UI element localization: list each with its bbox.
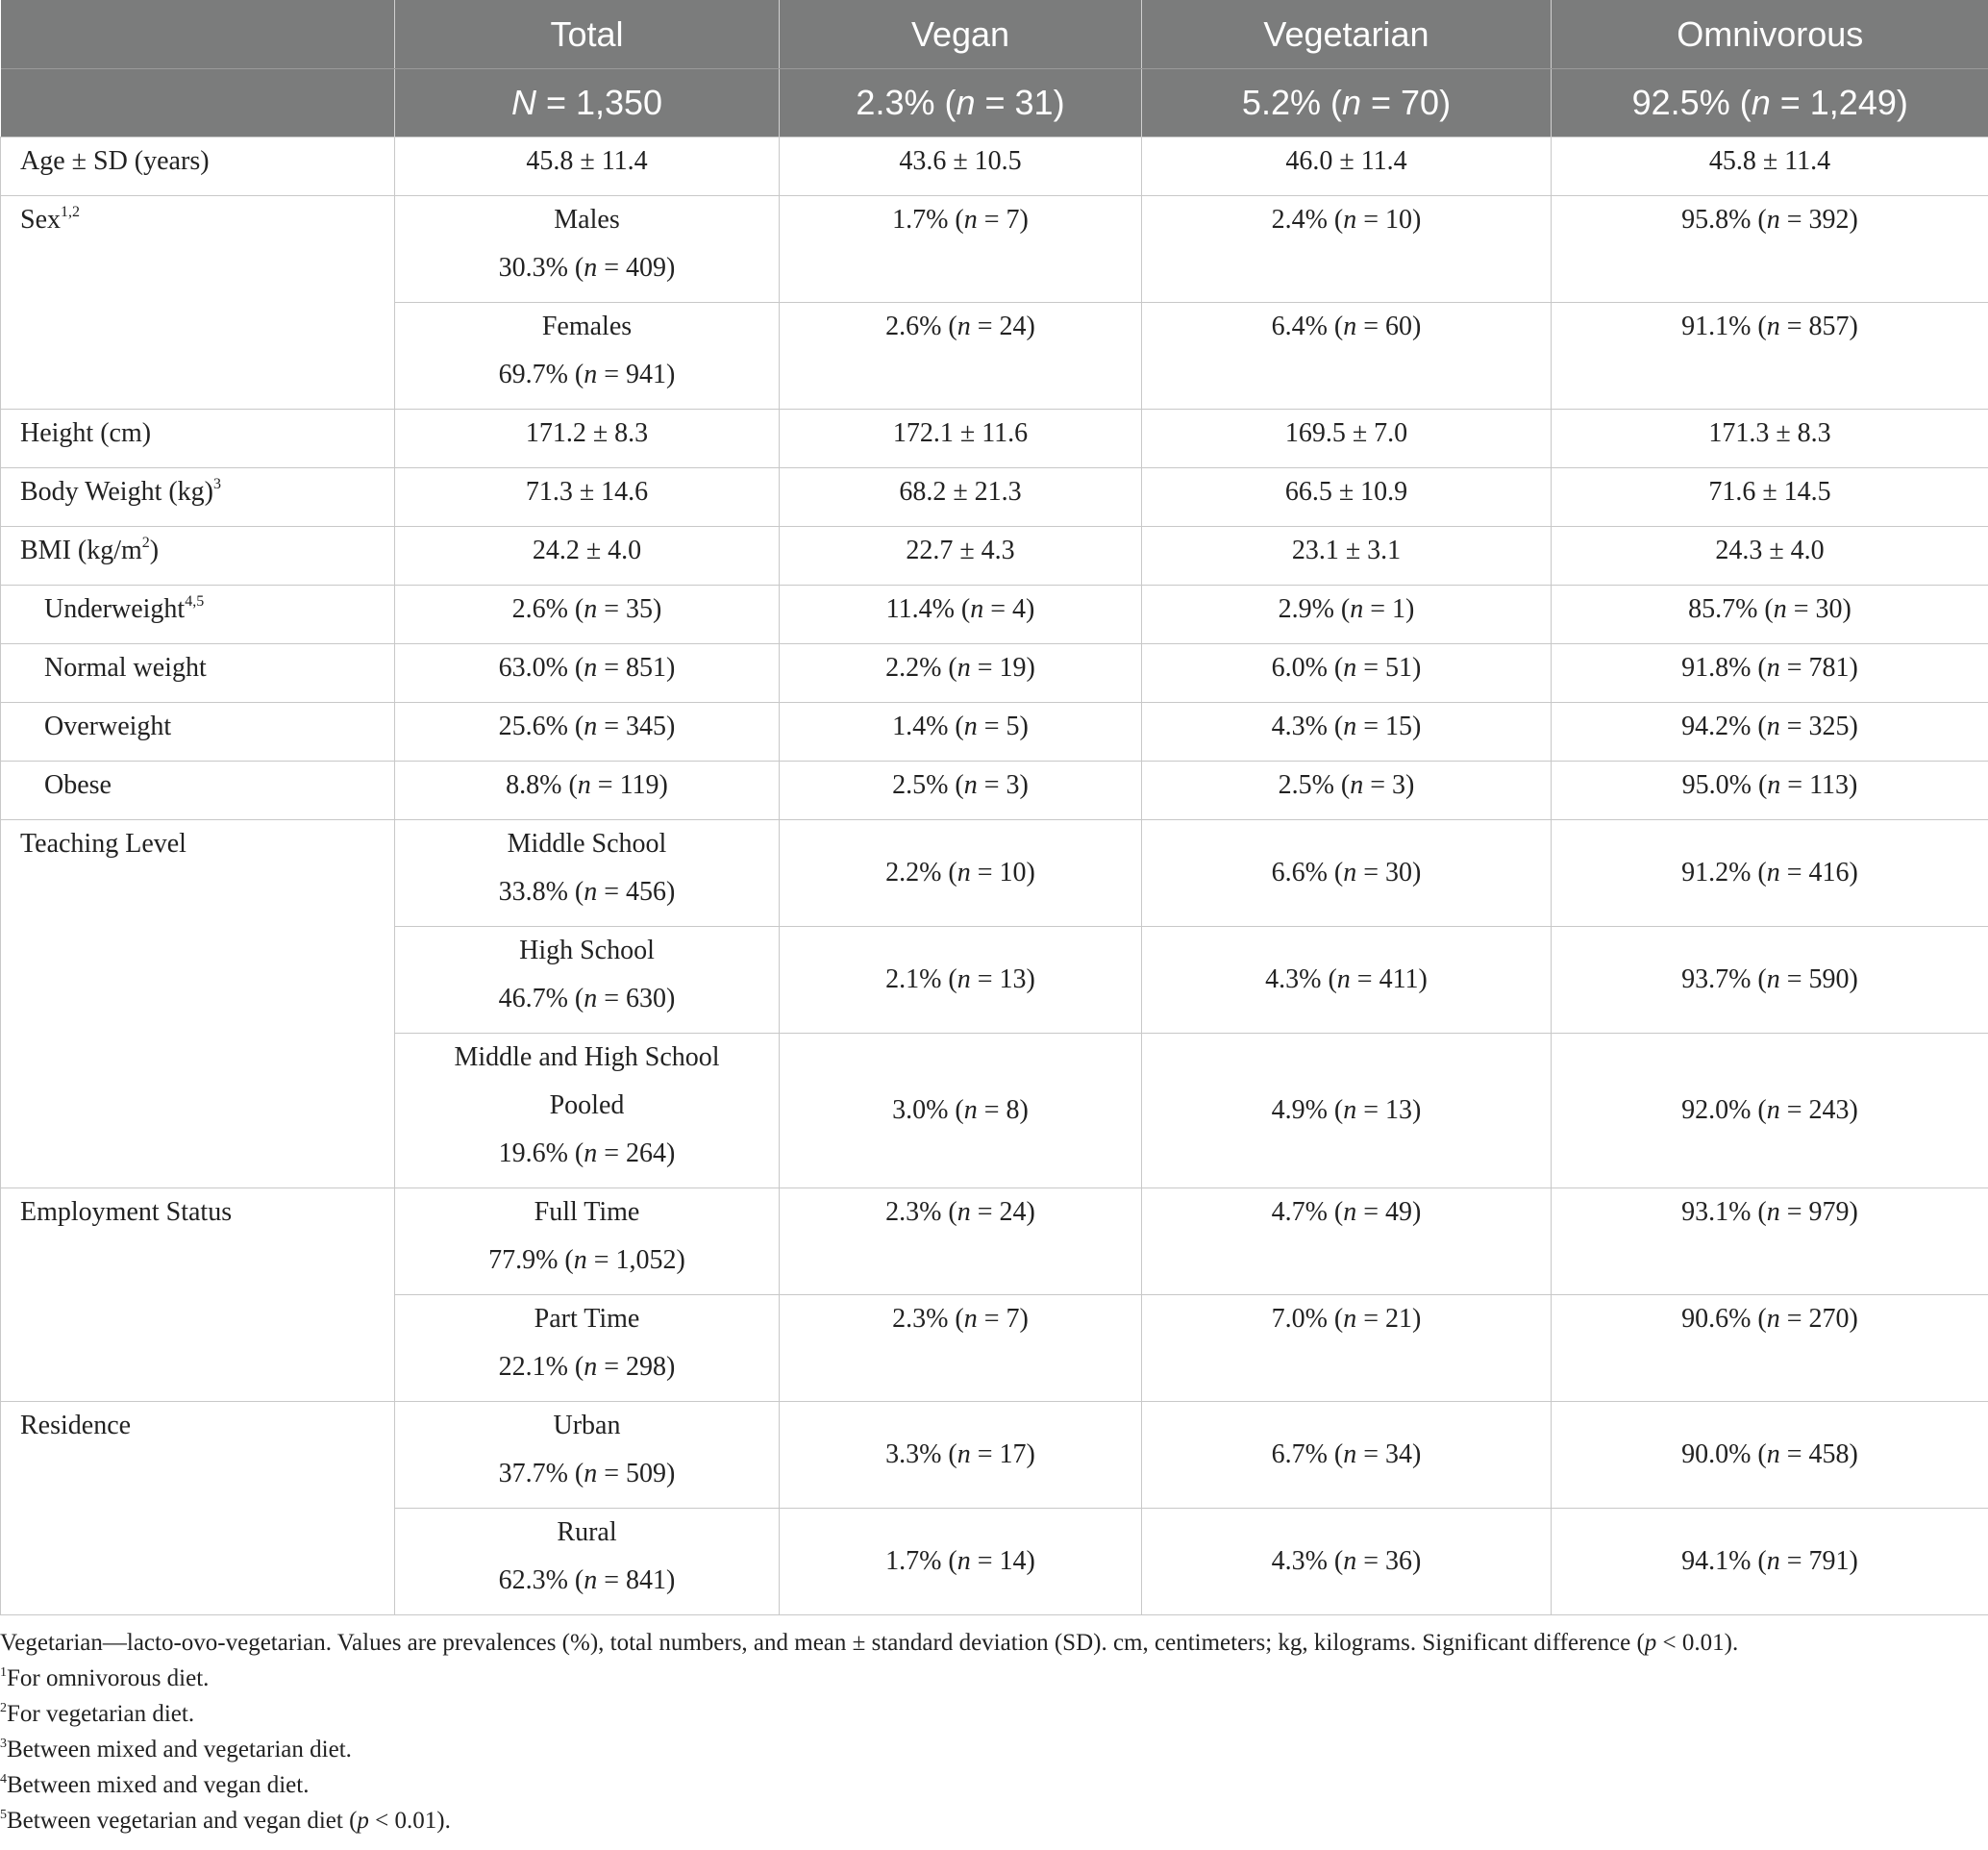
table-cell: 25.6% (n = 345): [395, 703, 780, 762]
footnote: $^3$Between mixed and vegetarian diet.: [0, 1737, 352, 1762]
table-row: [1, 1188, 1988, 1295]
table-row: [1, 1402, 1988, 1509]
table-cell: 2.1% (n = 13): [780, 927, 1142, 1034]
table-row: [1, 820, 1988, 927]
table-cell: 6.0% (n = 51): [1142, 644, 1552, 703]
table-row: [1, 644, 1988, 703]
table-row: [1, 196, 1988, 303]
table-cell: Males 30.3% (n = 409): [395, 196, 780, 303]
table-cell: 4.7% (n = 49): [1142, 1188, 1552, 1295]
table-row: [1, 762, 1988, 820]
table-cell: 7.0% (n = 21): [1142, 1295, 1552, 1402]
table-cell: 1.7% (n = 14): [780, 1509, 1142, 1615]
table-cell: 71.6 ± 14.5: [1552, 468, 1988, 527]
table-cell: 91.2% (n = 416): [1552, 820, 1988, 927]
table-cell: 71.3 ± 14.6: [395, 468, 780, 527]
table-cell: 171.2 ± 8.3: [395, 410, 780, 468]
table-cell: 93.7% (n = 590): [1552, 927, 1988, 1034]
header-row-groups: [1, 0, 1988, 69]
header-omnivorous: Omnivorous: [1552, 0, 1988, 69]
table-cell: 23.1 ± 3.1: [1142, 527, 1552, 586]
table-cell: 2.5% (n = 3): [1142, 762, 1552, 820]
row-label: Teaching Level: [1, 820, 395, 1188]
table-cell: 2.3% (n = 7): [780, 1295, 1142, 1402]
row-label: Age ± SD (years): [1, 138, 395, 196]
row-label: Overweight: [1, 703, 395, 762]
table-cell: 4.9% (n = 13): [1142, 1034, 1552, 1188]
table-cell: 2.9% (n = 1): [1142, 586, 1552, 644]
header-count-omnivorous: 92.5% (n = 1,249): [1552, 69, 1988, 138]
table-row: [1, 527, 1988, 586]
table-cell: 93.1% (n = 979): [1552, 1188, 1988, 1295]
table-cell: 4.3% (n = 36): [1142, 1509, 1552, 1615]
table-row: [1, 468, 1988, 527]
table-cell: 2.2% (n = 10): [780, 820, 1142, 927]
table-cell: 45.8 ± 11.4: [1552, 138, 1988, 196]
table-cell: 95.0% (n = 113): [1552, 762, 1988, 820]
footnote: $^4$Between mixed and vegan diet.: [0, 1772, 310, 1798]
table-cell: 24.2 ± 4.0: [395, 527, 780, 586]
table-cell: 171.3 ± 8.3: [1552, 410, 1988, 468]
header-vegan: Vegan: [780, 0, 1142, 69]
table-cell: 6.4% (n = 60): [1142, 303, 1552, 410]
table-cell: High School 46.7% (n = 630): [395, 927, 780, 1034]
table-cell: Females 69.7% (n = 941): [395, 303, 780, 410]
table-cell: 11.4% (n = 4): [780, 586, 1142, 644]
table-cell: 2.6% (n = 24): [780, 303, 1142, 410]
table-row: [1, 138, 1988, 196]
table-cell: 66.5 ± 10.9: [1142, 468, 1552, 527]
table-cell: 94.1% (n = 791): [1552, 1509, 1988, 1615]
table-row: [1, 703, 1988, 762]
table-cell: Rural 62.3% (n = 841): [395, 1509, 780, 1615]
table-header: [1, 0, 1988, 138]
table-cell: 2.6% (n = 35): [395, 586, 780, 644]
header-count-vegetarian: 5.2% (n = 70): [1142, 69, 1552, 138]
row-label: Sex$^{1,2}$: [1, 196, 395, 410]
table-cell: 1.7% (n = 7): [780, 196, 1142, 303]
table-cell: 6.6% (n = 30): [1142, 820, 1552, 927]
table-cell: 6.7% (n = 34): [1142, 1402, 1552, 1509]
table-row: [1, 410, 1988, 468]
table-cell: Middle School 33.8% (n = 456): [395, 820, 780, 927]
table-cell: Part Time 22.1% (n = 298): [395, 1295, 780, 1402]
header-row-counts: [1, 69, 1988, 138]
table-cell: 45.8 ± 11.4: [395, 138, 780, 196]
table-cell: 63.0% (n = 851): [395, 644, 780, 703]
header-count-total: N = 1,350: [395, 69, 780, 138]
table-cell: 46.0 ± 11.4: [1142, 138, 1552, 196]
footnote: Vegetarian—lacto-ovo-vegetarian. Values are prevalences (%), total numbers, and mean ± standard deviation (SD). cm, centimeters; kg, kilograms. Significant difference (p < 0.01).: [0, 1630, 1739, 1656]
table-cell: 4.3% (n = 15): [1142, 703, 1552, 762]
row-label: Obese: [1, 762, 395, 820]
row-label: Height (cm): [1, 410, 395, 468]
footnote: $^5$Between vegetarian and vegan diet (p < 0.01).: [0, 1808, 451, 1834]
table-cell: Middle and High School Pooled 19.6% (n = 264): [395, 1034, 780, 1188]
header-count-blank: [1, 69, 395, 138]
table-cell: 2.5% (n = 3): [780, 762, 1142, 820]
table-cell: 24.3 ± 4.0: [1552, 527, 1988, 586]
table-cell: 43.6 ± 10.5: [780, 138, 1142, 196]
table-cell: 8.8% (n = 119): [395, 762, 780, 820]
table-cell: 3.0% (n = 8): [780, 1034, 1142, 1188]
table-cell: 85.7% (n = 30): [1552, 586, 1988, 644]
table-cell: 22.7 ± 4.3: [780, 527, 1142, 586]
table-cell: 1.4% (n = 5): [780, 703, 1142, 762]
table-cell: 90.0% (n = 458): [1552, 1402, 1988, 1509]
table-row: [1, 586, 1988, 644]
header-count-vegan: 2.3% (n = 31): [780, 69, 1142, 138]
table-body: [1, 138, 1988, 1615]
table-cell: 2.4% (n = 10): [1142, 196, 1552, 303]
table-cell: Full Time 77.9% (n = 1,052): [395, 1188, 780, 1295]
table-cell: 95.8% (n = 392): [1552, 196, 1988, 303]
table-cell: 90.6% (n = 270): [1552, 1295, 1988, 1402]
table-cell: 94.2% (n = 325): [1552, 703, 1988, 762]
table-cell: 172.1 ± 11.6: [780, 410, 1142, 468]
row-label: BMI $(kg/m^2)$: [1, 527, 395, 586]
table-cell: Urban 37.7% (n = 509): [395, 1402, 780, 1509]
header-vegetarian: Vegetarian: [1142, 0, 1552, 69]
footnote: $^2$For vegetarian diet.: [0, 1701, 195, 1727]
row-label: Residence: [1, 1402, 395, 1615]
header-total: Total: [395, 0, 780, 69]
table-footnotes: [0, 1625, 1980, 1838]
table-cell: 169.5 ± 7.0: [1142, 410, 1552, 468]
row-label: Employment Status: [1, 1188, 395, 1402]
table-cell: 92.0% (n = 243): [1552, 1034, 1988, 1188]
table-cell: 2.3% (n = 24): [780, 1188, 1142, 1295]
table-cell: 4.3% (n = 411): [1142, 927, 1552, 1034]
table-cell: 68.2 ± 21.3: [780, 468, 1142, 527]
row-label: Underweight$^{4,5}$: [1, 586, 395, 644]
table-cell: 91.1% (n = 857): [1552, 303, 1988, 410]
table-cell: 2.2% (n = 19): [780, 644, 1142, 703]
header-blank: [1, 0, 395, 69]
row-label: Normal weight: [1, 644, 395, 703]
row-label: Body Weight (kg)$^3$: [1, 468, 395, 527]
table-cell: 3.3% (n = 17): [780, 1402, 1142, 1509]
footnote: $^1$For omnivorous diet.: [0, 1665, 210, 1691]
table-cell: 91.8% (n = 781): [1552, 644, 1988, 703]
